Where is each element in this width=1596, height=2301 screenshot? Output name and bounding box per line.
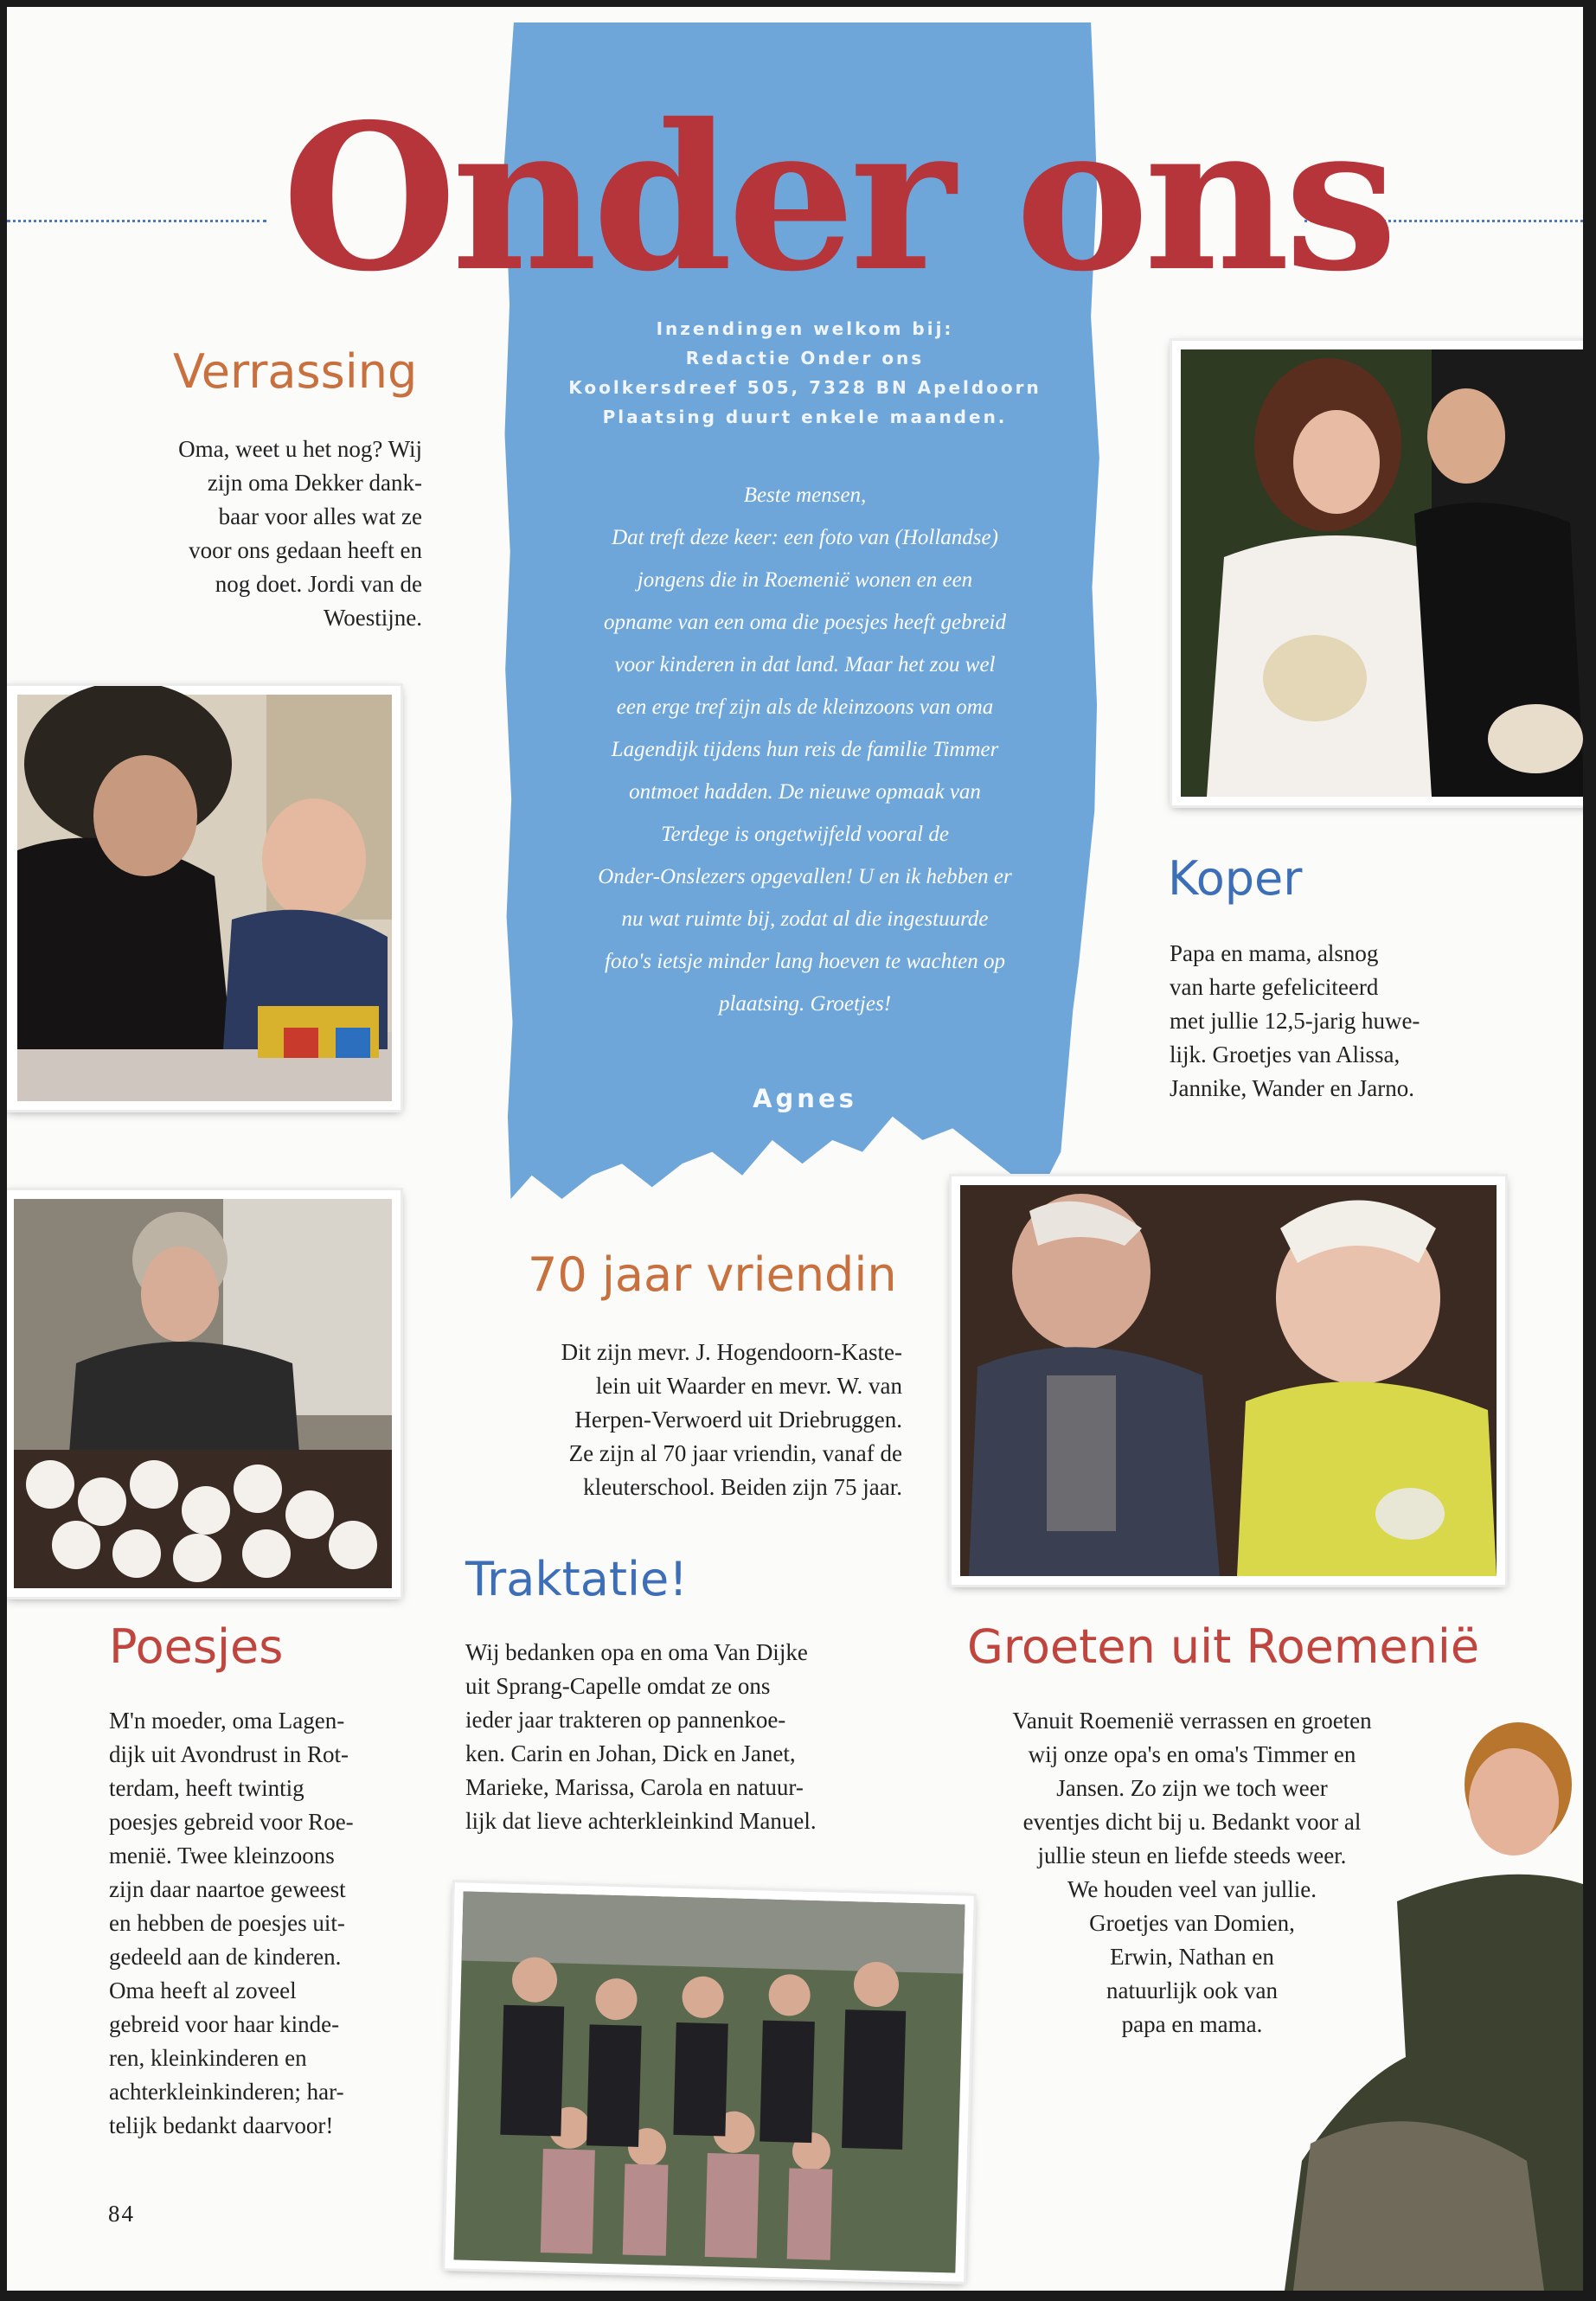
heading-koper: Koper (1168, 851, 1303, 906)
letter-signature: Agnes (753, 1084, 857, 1113)
text-line: nog doet. Jordi van de (215, 571, 422, 597)
text-line: Oma heeft al zoveel (109, 1977, 297, 2003)
dotted-rule-left (7, 220, 266, 222)
letter-line: Onder-Onslezers opgevallen! U en ik hebben er (598, 865, 1012, 888)
page-number: 84 (108, 2201, 135, 2227)
letter-line: ontmoet hadden. De nieuwe opmaak van (629, 780, 981, 804)
text-line: Dit zijn mevr. J. Hogendoorn-Kaste- (561, 1339, 902, 1365)
text-line: uit Sprang-Capelle omdat ze ons (465, 1673, 771, 1699)
heading-roemenie: Groeten uit Roemenië (967, 1619, 1480, 1674)
text-line: zijn daar naartoe geweest (109, 1876, 346, 1902)
letter-line: nu wat ruimte bij, zodat al die ingestuurde (621, 907, 989, 931)
text-line: Vanuit Roemenië verrassen en groeten (1012, 1708, 1372, 1734)
text-line: Jannike, Wander en Jarno. (1170, 1075, 1414, 1101)
text-line: wij onze opa's en oma's Timmer en (1028, 1741, 1356, 1767)
page-title: Onder ons (282, 80, 1393, 316)
heading-poesjes: Poesjes (109, 1619, 284, 1674)
letter-line: foto's ietsje minder lang hoeven te wachten op (605, 950, 1005, 973)
text-line: van harte gefeliciteerd (1170, 974, 1379, 1000)
text-line: terdam, heeft twintig (109, 1775, 304, 1801)
text-line: gebreid voor haar kinde- (109, 2011, 340, 2037)
photo-wedding-couple (1172, 341, 1583, 805)
text-line: lijk. Groetjes van Alissa, (1170, 1042, 1401, 1067)
text-line: ken. Carin en Johan, Dick en Janet, (465, 1740, 796, 1766)
submission-info (517, 314, 1093, 432)
text-line: poesjes gebreid voor Roe- (109, 1809, 354, 1835)
text-line: Jansen. Zo zijn we toch weer (1056, 1775, 1328, 1801)
text-line: zijn oma Dekker dank- (207, 470, 422, 496)
text-line: papa en mama. (1121, 2011, 1263, 2037)
photo-two-friends (952, 1176, 1505, 1585)
heading-traktatie: Traktatie! (465, 1552, 688, 1606)
magazine-page (7, 7, 1583, 2291)
text-line: ieder jaar trakteren op pannenkoe- (465, 1707, 786, 1733)
photo-grandmother-baby (7, 686, 401, 1110)
text-line: met jullie 12,5-jarig huwe- (1170, 1008, 1420, 1034)
text-line: M'n moeder, oma Lagen- (109, 1708, 345, 1734)
text-line: natuurlijk ook van (1106, 1977, 1278, 2003)
article-verrassing (59, 433, 422, 635)
submission-line: Inzendingen welkom bij: (656, 318, 954, 339)
article-vriendin (413, 1336, 902, 1504)
text-line: ren, kleinkinderen en (109, 2045, 307, 2071)
submission-line: Plaatsing duurt enkele maanden. (602, 407, 1008, 427)
text-line: achterkleinkinderen; har- (109, 2079, 344, 2105)
text-line: kleuterschool. Beiden zijn 75 jaar. (583, 1474, 902, 1500)
text-line: lein uit Waarder en mevr. W. van (595, 1373, 902, 1399)
text-line: gedeeld aan de kinderen. (109, 1944, 342, 1970)
submission-line: Redactie Onder ons (685, 348, 925, 369)
text-line: telijk bedankt daarvoor! (109, 2112, 334, 2138)
letter-line: jongens die in Roemenië wonen en een (637, 568, 973, 592)
article-traktatie (465, 1636, 915, 1838)
letter-line: Terdege is ongetwijfeld vooral de (661, 823, 949, 846)
text-line: baar voor alles wat ze (218, 503, 422, 529)
text-line: Oma, weet u het nog? Wij (178, 436, 422, 462)
editor-letter (517, 474, 1093, 1025)
text-line: Ze zijn al 70 jaar vriendin, vanaf de (568, 1440, 902, 1466)
heading-verrassing: Verrassing (173, 344, 418, 399)
text-line: menië. Twee kleinzoons (109, 1843, 335, 1868)
letter-line: Lagendijk tijdens hun reis de familie Timmer (611, 738, 999, 761)
letter-line: plaatsing. Groetjes! (718, 992, 892, 1016)
text-line: Erwin, Nathan en (1110, 1944, 1274, 1970)
article-koper (1170, 937, 1533, 1106)
photo-knitted-cats (7, 1190, 401, 1597)
letter-line: een erge tref zijn als de kleinzoons van oma (616, 695, 994, 719)
text-line: We houden veel van jullie. (1067, 1876, 1317, 1902)
text-line: Marieke, Marissa, Carola en natuur- (465, 1774, 804, 1800)
text-line: eventjes dicht bij u. Bedankt voor al (1022, 1809, 1362, 1835)
photo-family-group (445, 1882, 973, 2282)
letter-line: Beste mensen, (743, 484, 867, 507)
submission-address: Koolkersdreef 505, 7328 BN Apeldoorn (568, 377, 1042, 398)
photo-young-man (1285, 1711, 1583, 2291)
text-line: lijk dat lieve achterkleinkind Manuel. (465, 1808, 817, 1834)
heading-vriendin: 70 jaar vriendin (528, 1247, 897, 1302)
text-line: voor ons gedaan heeft en (189, 537, 422, 563)
text-line: Woestijne. (323, 605, 422, 631)
letter-line: Dat treft deze keer: een foto van (Hollandse) (612, 526, 998, 549)
letter-line: opname van een oma die poesjes heeft gebreid (604, 611, 1006, 634)
text-line: Groetjes van Domien, (1089, 1910, 1295, 1936)
text-line: Wij bedanken opa en oma Van Dijke (465, 1639, 808, 1665)
text-line: jullie steun en liefde steeds weer. (1037, 1843, 1347, 1868)
letter-line: voor kinderen in dat land. Maar het zou wel (614, 653, 996, 676)
text-line: Herpen-Verwoerd uit Driebruggen. (574, 1407, 902, 1433)
article-poesjes (109, 1704, 438, 2143)
text-line: en hebben de poesjes uit- (109, 1910, 345, 1936)
text-line: Papa en mama, alsnog (1170, 940, 1379, 966)
text-line: dijk uit Avondrust in Rot- (109, 1741, 349, 1767)
